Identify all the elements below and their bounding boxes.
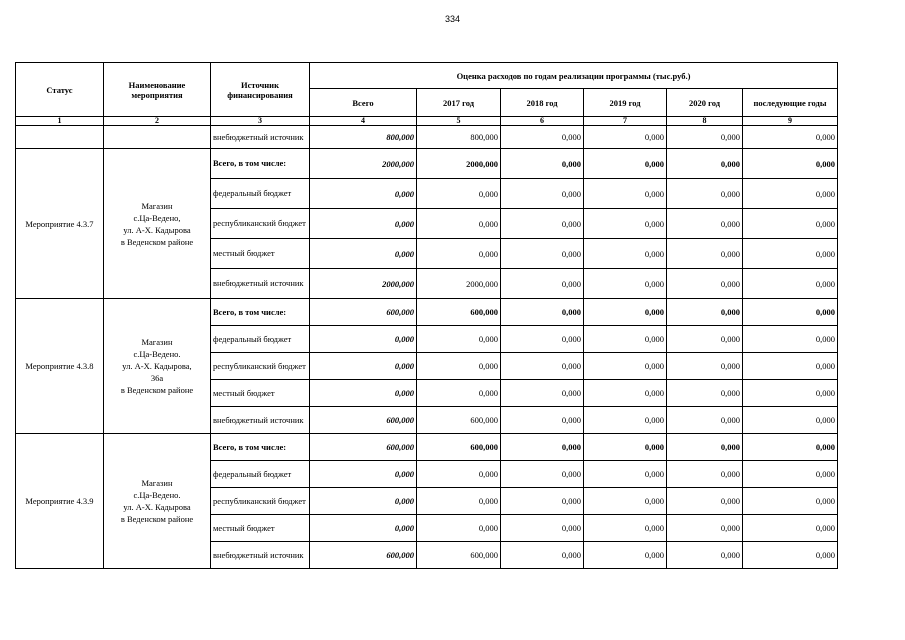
value-cell: 0,000 — [584, 542, 667, 569]
value-cell: 0,000 — [501, 434, 584, 461]
source-cell: республиканский бюджет — [211, 209, 310, 239]
source-cell: Всего, в том числе: — [211, 434, 310, 461]
value-cell: 0,000 — [584, 434, 667, 461]
value-cell: 0,000 — [501, 299, 584, 326]
header-later: последующие годы — [743, 89, 838, 117]
total-cell: 0,000 — [310, 179, 417, 209]
header-estimate: Оценка расходов по годам реализации программы (тыс.руб.) — [310, 63, 838, 89]
column-number: 5 — [417, 117, 501, 126]
value-cell: 0,000 — [501, 515, 584, 542]
total-cell: 0,000 — [310, 380, 417, 407]
header-status: Статус — [16, 63, 104, 117]
value-cell: 0,000 — [667, 542, 743, 569]
value-cell: 0,000 — [743, 461, 838, 488]
value-cell: 0,000 — [743, 353, 838, 380]
value-cell: 0,000 — [667, 380, 743, 407]
value-cell: 0,000 — [501, 407, 584, 434]
table-row — [16, 126, 838, 149]
source-cell: федеральный бюджет — [211, 461, 310, 488]
value-cell: 0,000 — [501, 380, 584, 407]
column-number: 7 — [584, 117, 667, 126]
value-cell: 0,000 — [743, 149, 838, 179]
value-cell: 0,000 — [743, 542, 838, 569]
value-cell: 0,000 — [417, 179, 501, 209]
value-cell: 600,000 — [417, 407, 501, 434]
value-cell: 0,000 — [667, 407, 743, 434]
column-number: 1 — [16, 117, 104, 126]
value-cell: 0,000 — [501, 126, 584, 149]
value-cell: 0,000 — [584, 326, 667, 353]
source-cell: республиканский бюджет — [211, 353, 310, 380]
value-cell: 0,000 — [501, 353, 584, 380]
source-cell: Всего, в том числе: — [211, 149, 310, 179]
source-cell: местный бюджет — [211, 515, 310, 542]
value-cell: 0,000 — [667, 209, 743, 239]
source-cell: внебюджетный источник — [211, 542, 310, 569]
total-cell: 0,000 — [310, 488, 417, 515]
column-number: 4 — [310, 117, 417, 126]
status-cell: Мероприятие 4.3.7 — [16, 149, 104, 299]
column-number: 3 — [211, 117, 310, 126]
value-cell: 0,000 — [584, 515, 667, 542]
source-cell: республиканский бюджет — [211, 488, 310, 515]
value-cell: 0,000 — [743, 269, 838, 299]
status-cell — [16, 126, 104, 149]
value-cell: 0,000 — [584, 179, 667, 209]
source-cell: внебюджетный источник — [211, 269, 310, 299]
name-cell: Магазин с.Ца-Ведено. ул. А-Х. Кадырова в Веденском районе — [104, 434, 211, 569]
value-cell: 0,000 — [667, 515, 743, 542]
total-cell: 0,000 — [310, 209, 417, 239]
total-cell: 2000,000 — [310, 269, 417, 299]
total-cell: 0,000 — [310, 515, 417, 542]
value-cell: 2000,000 — [417, 269, 501, 299]
total-cell: 0,000 — [310, 326, 417, 353]
value-cell: 0,000 — [501, 542, 584, 569]
value-cell: 0,000 — [743, 179, 838, 209]
value-cell: 0,000 — [417, 380, 501, 407]
value-cell: 0,000 — [417, 488, 501, 515]
page-number: 334 — [444, 14, 461, 24]
table-row — [16, 299, 838, 326]
value-cell: 0,000 — [417, 515, 501, 542]
value-cell: 2000,000 — [417, 149, 501, 179]
value-cell: 800,000 — [417, 126, 501, 149]
column-number: 2 — [104, 117, 211, 126]
value-cell: 0,000 — [667, 149, 743, 179]
value-cell: 0,000 — [667, 179, 743, 209]
header-total: Всего — [310, 89, 417, 117]
total-cell: 0,000 — [310, 461, 417, 488]
value-cell: 0,000 — [743, 299, 838, 326]
value-cell: 0,000 — [584, 407, 667, 434]
budget-table — [15, 62, 838, 569]
total-cell: 0,000 — [310, 239, 417, 269]
source-cell: местный бюджет — [211, 239, 310, 269]
value-cell: 0,000 — [501, 461, 584, 488]
column-number: 8 — [667, 117, 743, 126]
value-cell: 0,000 — [667, 434, 743, 461]
value-cell: 0,000 — [501, 326, 584, 353]
header-2018: 2018 год — [501, 89, 584, 117]
value-cell: 0,000 — [743, 326, 838, 353]
total-cell: 2000,000 — [310, 149, 417, 179]
value-cell: 0,000 — [743, 434, 838, 461]
value-cell: 0,000 — [743, 488, 838, 515]
value-cell: 0,000 — [667, 461, 743, 488]
value-cell: 0,000 — [667, 269, 743, 299]
value-cell: 600,000 — [417, 542, 501, 569]
column-number: 6 — [501, 117, 584, 126]
total-cell: 600,000 — [310, 542, 417, 569]
value-cell: 0,000 — [584, 380, 667, 407]
header-2017: 2017 год — [417, 89, 501, 117]
value-cell: 0,000 — [667, 126, 743, 149]
column-number: 9 — [743, 117, 838, 126]
value-cell: 0,000 — [417, 326, 501, 353]
source-cell: внебюджетный источник — [211, 126, 310, 149]
table-row — [16, 149, 838, 179]
table-row — [16, 434, 838, 461]
value-cell: 0,000 — [501, 488, 584, 515]
header-2020: 2020 год — [667, 89, 743, 117]
value-cell: 0,000 — [584, 269, 667, 299]
value-cell: 0,000 — [584, 209, 667, 239]
value-cell: 0,000 — [584, 149, 667, 179]
source-cell: федеральный бюджет — [211, 179, 310, 209]
total-cell: 600,000 — [310, 407, 417, 434]
value-cell: 0,000 — [501, 179, 584, 209]
value-cell: 0,000 — [417, 209, 501, 239]
value-cell: 0,000 — [584, 461, 667, 488]
total-cell: 800,000 — [310, 126, 417, 149]
name-cell — [104, 126, 211, 149]
value-cell: 0,000 — [584, 126, 667, 149]
value-cell: 0,000 — [743, 515, 838, 542]
status-cell: Мероприятие 4.3.9 — [16, 434, 104, 569]
value-cell: 0,000 — [584, 353, 667, 380]
value-cell: 0,000 — [584, 299, 667, 326]
value-cell: 0,000 — [501, 149, 584, 179]
source-cell: федеральный бюджет — [211, 326, 310, 353]
value-cell: 600,000 — [417, 434, 501, 461]
value-cell: 0,000 — [667, 488, 743, 515]
value-cell: 0,000 — [667, 326, 743, 353]
value-cell: 0,000 — [501, 239, 584, 269]
source-cell: Всего, в том числе: — [211, 299, 310, 326]
header-source: Источник финансирования — [211, 63, 310, 117]
total-cell: 600,000 — [310, 299, 417, 326]
source-cell: внебюджетный источник — [211, 407, 310, 434]
value-cell: 0,000 — [417, 353, 501, 380]
value-cell: 0,000 — [743, 239, 838, 269]
value-cell: 0,000 — [584, 488, 667, 515]
total-cell: 0,000 — [310, 353, 417, 380]
value-cell: 0,000 — [743, 209, 838, 239]
value-cell: 0,000 — [584, 239, 667, 269]
value-cell: 0,000 — [417, 239, 501, 269]
value-cell: 0,000 — [667, 353, 743, 380]
status-cell: Мероприятие 4.3.8 — [16, 299, 104, 434]
value-cell: 0,000 — [417, 461, 501, 488]
name-cell: Магазин с.Ца-Ведено, ул. А-Х. Кадырова в Веденском районе — [104, 149, 211, 299]
value-cell: 0,000 — [501, 209, 584, 239]
value-cell: 0,000 — [743, 380, 838, 407]
value-cell: 0,000 — [743, 126, 838, 149]
value-cell: 0,000 — [743, 407, 838, 434]
source-cell: местный бюджет — [211, 380, 310, 407]
header-name: Наименование мероприятия — [104, 63, 211, 117]
value-cell: 0,000 — [667, 239, 743, 269]
value-cell: 0,000 — [501, 269, 584, 299]
total-cell: 600,000 — [310, 434, 417, 461]
value-cell: 600,000 — [417, 299, 501, 326]
header-2019: 2019 год — [584, 89, 667, 117]
value-cell: 0,000 — [667, 299, 743, 326]
name-cell: Магазин с.Ца-Ведено. ул. А-Х. Кадырова, 36а в Веденском районе — [104, 299, 211, 434]
